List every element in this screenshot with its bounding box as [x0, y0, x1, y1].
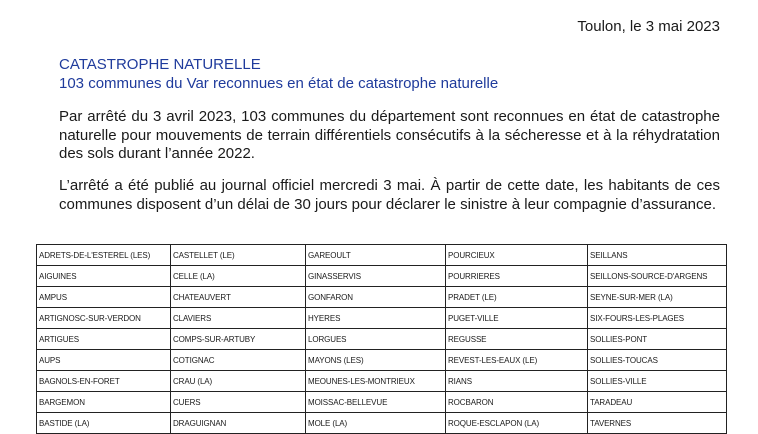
commune-cell: PRADET (LE) — [446, 287, 588, 308]
commune-cell: BASTIDE (LA) — [37, 413, 171, 434]
communes-table — [36, 244, 727, 434]
commune-cell: CRAU (LA) — [171, 371, 306, 392]
table-row — [37, 392, 727, 413]
commune-cell: RIANS — [446, 371, 588, 392]
dateline: Toulon, le 3 mai 2023 — [577, 18, 720, 35]
commune-cell: ROQUE-ESCLAPON (LA) — [446, 413, 588, 434]
press-release-heading — [59, 55, 498, 93]
table-row — [37, 371, 727, 392]
commune-cell: GAREOULT — [306, 245, 446, 266]
commune-cell: TAVERNES — [588, 413, 727, 434]
commune-cell: REVEST-LES-EAUX (LE) — [446, 350, 588, 371]
commune-cell: POURCIEUX — [446, 245, 588, 266]
paragraph-deadline: L’arrêté a été publié au journal officiel mercredi 3 mai. À partir de cette date, les habitants de ces communes disposent d’un délai de 30 jours pour déclarer le sinistre à leur compagnie d’assurance. — [59, 177, 720, 213]
commune-cell: ROCBARON — [446, 392, 588, 413]
commune-cell: BARGEMON — [37, 392, 171, 413]
commune-cell: PUGET-VILLE — [446, 308, 588, 329]
commune-cell: SOLLIES-TOUCAS — [588, 350, 727, 371]
communes-table-body — [37, 245, 727, 434]
table-row — [37, 245, 727, 266]
commune-cell: AUPS — [37, 350, 171, 371]
commune-cell: LORGUES — [306, 329, 446, 350]
commune-cell: SIX-FOURS-LES-PLAGES — [588, 308, 727, 329]
commune-cell: SEILLANS — [588, 245, 727, 266]
category-title: CATASTROPHE NATURELLE — [59, 56, 261, 73]
commune-cell: GONFARON — [306, 287, 446, 308]
commune-cell: MOISSAC-BELLEVUE — [306, 392, 446, 413]
commune-cell: POURRIERES — [446, 266, 588, 287]
table-row — [37, 329, 727, 350]
table-row — [37, 413, 727, 434]
commune-cell: CUERS — [171, 392, 306, 413]
commune-cell: AIGUINES — [37, 266, 171, 287]
commune-cell: ADRETS-DE-L'ESTEREL (LES) — [37, 245, 171, 266]
table-row — [37, 266, 727, 287]
commune-cell: ARTIGUES — [37, 329, 171, 350]
commune-cell: SEYNE-SUR-MER (LA) — [588, 287, 727, 308]
commune-cell: TARADEAU — [588, 392, 727, 413]
table-row — [37, 350, 727, 371]
commune-cell: DRAGUIGNAN — [171, 413, 306, 434]
paragraph-decree: Par arrêté du 3 avril 2023, 103 communes du département sont reconnues en état de catastrophe naturelle pour mouvements de terrain différentiels consécutifs à la sécheresse et à la réhydratation des sols durant l’année 2022. — [59, 108, 720, 162]
commune-cell: COMPS-SUR-ARTUBY — [171, 329, 306, 350]
commune-cell: AMPUS — [37, 287, 171, 308]
commune-cell: SEILLONS-SOURCE-D'ARGENS — [588, 266, 727, 287]
commune-cell: COTIGNAC — [171, 350, 306, 371]
commune-cell: CHATEAUVERT — [171, 287, 306, 308]
table-row — [37, 308, 727, 329]
commune-cell: MEOUNES-LES-MONTRIEUX — [306, 371, 446, 392]
commune-cell: CELLE (LA) — [171, 266, 306, 287]
commune-cell: HYERES — [306, 308, 446, 329]
commune-cell: CLAVIERS — [171, 308, 306, 329]
commune-cell: CASTELLET (LE) — [171, 245, 306, 266]
commune-cell: GINASSERVIS — [306, 266, 446, 287]
table-row — [37, 287, 727, 308]
commune-cell: BAGNOLS-EN-FORET — [37, 371, 171, 392]
commune-cell: MAYONS (LES) — [306, 350, 446, 371]
commune-cell: ARTIGNOSC-SUR-VERDON — [37, 308, 171, 329]
commune-cell: MOLE (LA) — [306, 413, 446, 434]
commune-cell: SOLLIES-PONT — [588, 329, 727, 350]
release-subtitle: 103 communes du Var reconnues en état de catastrophe naturelle — [59, 75, 499, 92]
commune-cell: SOLLIES-VILLE — [588, 371, 727, 392]
commune-cell: REGUSSE — [446, 329, 588, 350]
